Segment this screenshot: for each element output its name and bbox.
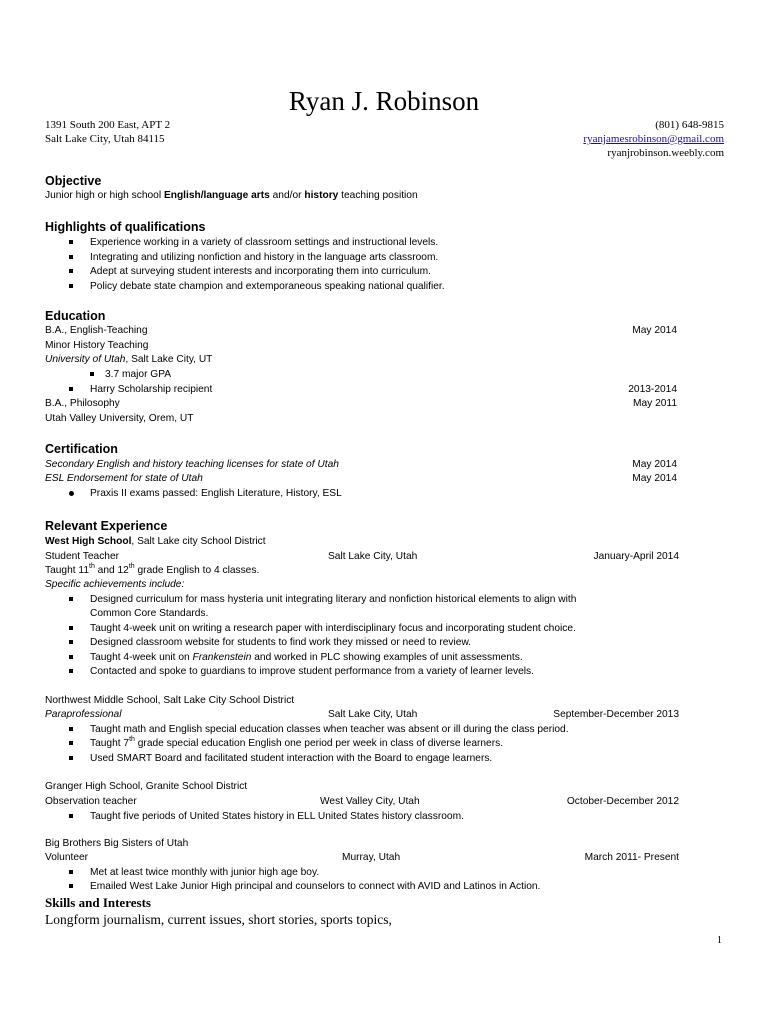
bullet-marker — [69, 870, 73, 874]
job-1-role: Student Teacher — [45, 551, 120, 562]
scholarship-date: 2013-2014 — [628, 384, 677, 395]
job-1-bullet: Taught 4-week unit on Frankenstein and worked in PLC showing examples of unit assessments. — [90, 652, 523, 663]
job-3-dates: October-December 2012 — [566, 796, 679, 807]
bullet-marker — [69, 240, 73, 244]
job-4-location: Murray, Utah — [342, 852, 401, 863]
certification-date-2: May 2014 — [632, 473, 677, 484]
job-1-bullet: Designed curriculum for mass hysteria unit integrating literary and nonfiction historical elements to align with — [90, 594, 577, 605]
address-line-1: 1391 South 200 East, APT 2 — [45, 119, 171, 131]
job-1-bullet: Designed classroom website for students to find work they missed or need to review. — [90, 637, 472, 648]
job-1-bullet: Contacted and spoke to guardians to improve student performance from a variety of learner levels. — [90, 666, 534, 677]
objective-heading: Objective — [45, 174, 102, 188]
bullet-marker — [69, 884, 73, 888]
job-4-bullet: Emailed West Lake Junior High principal and counselors to connect with AVID and Latinos in Action. — [90, 881, 541, 892]
objective-text: Junior high or high school English/language arts and/or history teaching position — [45, 190, 418, 201]
certification-heading: Certification — [45, 442, 118, 456]
bullet-marker — [69, 269, 73, 273]
job-4-bullet: Met at least twice monthly with junior high age boy. — [90, 867, 320, 878]
resume-name: Ryan J. Robinson — [288, 86, 480, 116]
school-2: Utah Valley University, Orem, UT — [45, 413, 194, 424]
bullet-marker — [90, 372, 94, 376]
bullet-marker — [69, 255, 73, 259]
bullet-marker — [69, 727, 73, 731]
certification-line-2: ESL Endorsement for state of Utah — [45, 473, 203, 484]
bullet-marker — [69, 669, 73, 673]
bullet-marker — [69, 597, 73, 601]
job-1-title: West High School, Salt Lake city School District — [45, 536, 266, 547]
achievements-label: Specific achievements include: — [45, 579, 185, 590]
bullet-marker — [69, 814, 73, 818]
bullet-marker — [69, 387, 73, 391]
skills-text: Longform journalism, current issues, short stories, sports topics, — [45, 912, 392, 927]
job-2-bullet: Taught math and English special education classes when teacher was absent or ill during the class period. — [90, 724, 569, 735]
website-text: ryanjrobinson.weebly.com — [607, 147, 724, 159]
certification-date-1: May 2014 — [632, 459, 677, 470]
degree-1: B.A., English-Teaching — [45, 325, 148, 336]
job-3-location: West Valley City, Utah — [320, 796, 420, 807]
job-4-title: Big Brothers Big Sisters of Utah — [45, 838, 189, 849]
job-3-role: Observation teacher — [45, 796, 137, 807]
job-1-location: Salt Lake City, Utah — [328, 551, 418, 562]
education-bullet: 3.7 major GPA — [105, 369, 172, 380]
highlights-heading: Highlights of qualifications — [45, 220, 206, 234]
job-2-role: Paraprofessional — [45, 709, 122, 720]
degree-2-date: May 2011 — [633, 398, 677, 409]
school-1: University of Utah, Salt Lake City, UT — [45, 354, 213, 365]
bullet-marker — [69, 626, 73, 630]
job-1-taught: Taught 11th and 12th grade English to 4 classes. — [45, 562, 260, 576]
job-1-bullet: Taught 4-week unit on writing a research paper with interdisciplinary focus and incorporating student choice. — [90, 623, 576, 634]
job-4-role: Volunteer — [45, 852, 89, 863]
bullet-marker — [69, 640, 73, 644]
job-2-bullet: Taught 7th grade special education English one period per week in class of diverse learners. — [90, 735, 504, 749]
job-4-dates: March 2011- Present — [584, 852, 679, 863]
bullet-marker — [69, 491, 74, 496]
job-3-title: Granger High School, Granite School District — [45, 781, 248, 792]
phone-number: (801) 648-9815 — [655, 119, 724, 131]
job-2-title: Northwest Middle School, Salt Lake City School District — [45, 695, 295, 706]
bullet-marker — [69, 756, 73, 760]
job-3-bullet: Taught five periods of United States history in ELL United States history classroom. — [90, 811, 464, 822]
email-link[interactable]: ryanjamesrobinson@gmail.com — [583, 133, 724, 145]
minor-text: Minor History Teaching — [45, 340, 149, 351]
certification-bullet: Praxis II exams passed: English Literature, History, ESL — [90, 488, 342, 499]
bullet-marker — [69, 741, 73, 745]
job-2-bullet: Used SMART Board and facilitated student interaction with the Board to engage learners. — [90, 753, 493, 764]
highlight-item: Policy debate state champion and extemporaneous speaking national qualifier. — [90, 281, 445, 292]
job-1-dates: January-April 2014 — [593, 551, 679, 562]
highlight-item: Experience working in a variety of classroom settings and instructional levels. — [90, 237, 439, 248]
education-bullet: Harry Scholarship recipient — [90, 384, 213, 395]
degree-2: B.A., Philosophy — [45, 398, 120, 409]
experience-heading: Relevant Experience — [45, 519, 168, 533]
page-number: 1 — [716, 935, 722, 946]
bullet-marker — [69, 284, 73, 288]
job-1-bullet-continued: Common Core Standards. — [90, 608, 209, 619]
degree-1-date: May 2014 — [632, 325, 677, 336]
job-2-location: Salt Lake City, Utah — [328, 709, 418, 720]
address-line-2: Salt Lake City, Utah 84115 — [45, 133, 165, 145]
highlight-item: Integrating and utilizing nonfiction and history in the language arts classroom. — [90, 252, 439, 263]
bullet-marker — [69, 655, 73, 659]
education-heading: Education — [45, 309, 106, 323]
job-2-dates: September-December 2013 — [553, 709, 679, 720]
skills-heading: Skills and Interests — [45, 895, 151, 910]
highlight-item: Adept at surveying student interests and incorporating them into curriculum. — [90, 266, 431, 277]
certification-line-1: Secondary English and history teaching licenses for state of Utah — [45, 459, 339, 470]
